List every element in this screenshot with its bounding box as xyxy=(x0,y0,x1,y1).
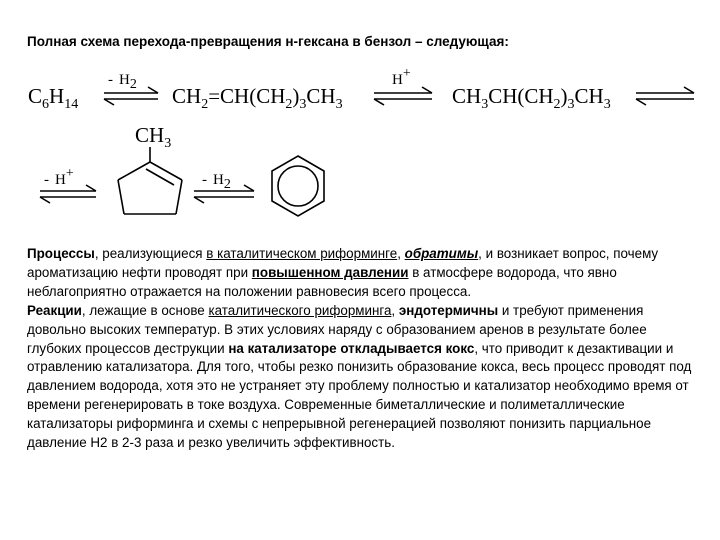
equilibrium-arrow-3 xyxy=(636,87,694,105)
benzene-ring xyxy=(272,156,324,216)
hexene-formula: $CH_2=CH(CH_2)_3CH_3$ xyxy=(172,84,343,112)
methylcyclopentene-structure xyxy=(118,147,182,214)
paragraph-endothermic: Реакции, лежащие в основе каталитического риформинга, эндотермичны и требуют применения довольно высоких температур. В этих условиях наряду с образованием аренов в результате более глубоких процессов деструкции на катализаторе откладывается кокс, что приводит к дезактивации и отравлению катализатора. Для того, чтобы резко понизить образование кокса, весь процесс проводят под давлением водорода, хотя это не устраняет эту проблему полностью и катализатор необходимо время от времени регенерировать в токе воздуха. Современные биметаллические и полиметаллические катализаторы риформинга и схемы с непрерывной регенерацией позволяют понизить парциальное давление Н2 в 2-3 раза и резко увеличить эффективность. xyxy=(27,302,692,451)
reaction-scheme xyxy=(0,0,720,240)
step3-label: - H+ xyxy=(44,166,74,188)
hexane-formula: $C_6H_{14}$ xyxy=(28,84,79,112)
step2-label: H+ xyxy=(392,66,411,88)
equilibrium-arrow-2 xyxy=(374,87,432,105)
methyl-group-label: $CH_3$ xyxy=(135,123,172,151)
paragraph-reversibility: Процессы, реализующиеся в каталитическом риформинге, обратимы, и возникает вопрос, почему ароматизацию нефти проводят при повышенном давлении в атмосфере водорода, что явно неблагоприятно отражается на положении равновесия всего процесса. xyxy=(27,246,659,299)
body-text xyxy=(27,245,699,453)
step4-label: - H2 xyxy=(202,172,231,192)
carbocation-formula: $CH_3CH(CH_2)_3CH_3$ xyxy=(452,84,611,112)
step1-label: - H2 xyxy=(108,72,137,92)
page-title: Полная схема перехода-превращения н-гексана в бензол – следующая: xyxy=(27,34,509,49)
